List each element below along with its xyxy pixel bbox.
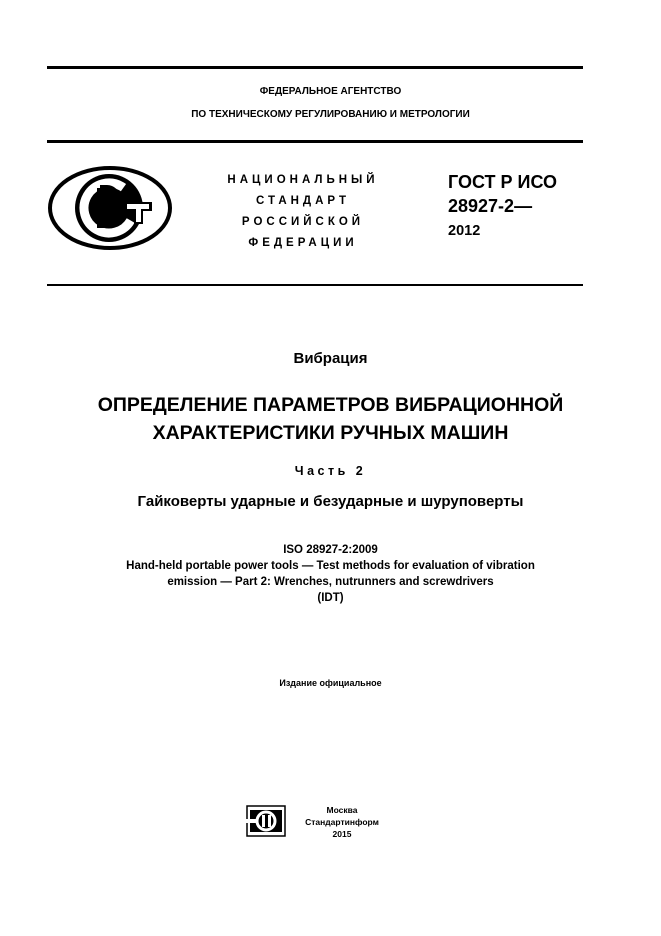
standard-number: 28927-2 — [448, 196, 515, 216]
iso-idt: (IDT) — [317, 592, 344, 604]
iso-ref: ISO 28927-2:2009 — [283, 544, 378, 556]
title-line-2: ХАРАКТЕРИСТИКИ РУЧНЫХ МАШИН — [152, 422, 509, 444]
title-line-1: ОПРЕДЕЛЕНИЕ ПАРАМЕТРОВ ВИБРАЦИОННОЙ — [97, 394, 564, 416]
standard-dash: — — [514, 196, 533, 216]
edition-label: Издание официальное — [279, 678, 382, 688]
standard-prefix: ГОСТ Р ИСО — [448, 172, 558, 192]
header-bottom-rule — [47, 284, 583, 286]
publisher-year: 2015 — [332, 829, 352, 839]
national-standard-line-2: СТАНДАРТ — [256, 195, 350, 207]
publisher-info — [296, 804, 388, 840]
standard-designation — [448, 170, 557, 218]
document-title — [0, 391, 661, 447]
national-standard-line-3: РОССИЙСКОЙ — [241, 216, 365, 228]
iso-title-line-1: Hand-held portable power tools — Test methods for evaluation of vibration — [126, 560, 535, 572]
publisher-name: Стандартинформ — [305, 817, 379, 827]
top-rule — [47, 66, 583, 69]
header-rule — [47, 140, 583, 143]
national-standard-line-4: ФЕДЕРАЦИИ — [248, 237, 358, 249]
rst-logo-icon — [48, 166, 172, 250]
topic: Вибрация — [293, 350, 368, 367]
standartinform-logo-icon — [246, 805, 286, 837]
iso-title-line-2: emission — Part 2: Wrenches, nutrunners and screwdrivers — [167, 576, 494, 588]
standard-year: 2012 — [448, 223, 481, 239]
standard-number-line — [448, 194, 557, 218]
agency-line-2: ПО ТЕХНИЧЕСКОМУ РЕГУЛИРОВАНИЮ И МЕТРОЛОГИИ — [191, 109, 470, 120]
national-standard-line-1: НАЦИОНАЛЬНЫЙ — [227, 174, 379, 186]
agency-line-1: ФЕДЕРАЛЬНОЕ АГЕНТСТВО — [259, 86, 402, 97]
national-standard-label — [198, 170, 408, 254]
iso-reference — [0, 542, 661, 606]
part-number: Часть 2 — [294, 464, 367, 478]
part-title: Гайковерты ударные и безударные и шуруповерты — [137, 493, 524, 510]
publisher-city: Москва — [326, 805, 358, 815]
